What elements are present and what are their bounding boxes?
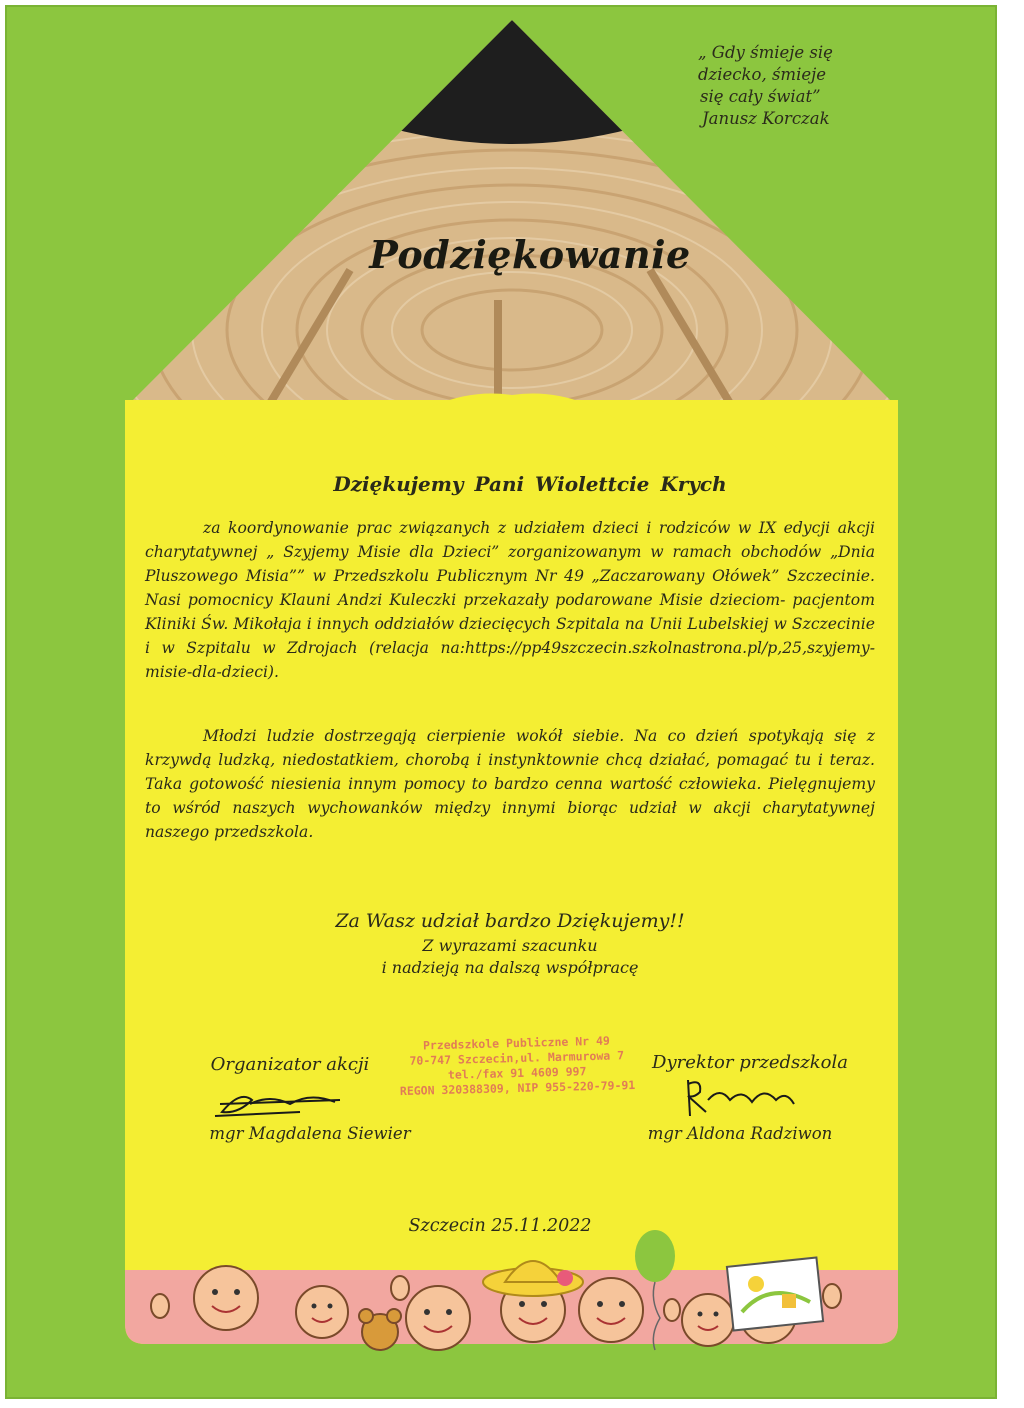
closing-regards: Z wyrazami szacunku bbox=[422, 936, 598, 955]
quote-author: Janusz Korczak bbox=[702, 109, 830, 128]
korczak-quote bbox=[660, 42, 860, 130]
stamp-line-2: 70-747 Szczecin,ul. Marmurowa 7 bbox=[409, 1048, 625, 1068]
closing-hope: i nadzieją na dalszą współpracę bbox=[381, 958, 639, 977]
closing-thanks: Za Wasz udział bardzo Dziękujemy!! bbox=[335, 910, 685, 932]
director-label: Dyrektor przedszkola bbox=[652, 1052, 848, 1073]
body-paragraph-2: Młodzi ludzie dostrzegają cierpienie wokół siebie. Na co dzień spotykają się z krzywdą ludzką, niedostatkiem, chorobą i instynktownie chcą działać, pomagać tu i teraz. Taka gotowość niesienia innym pomocy to bardzo cenna wartość człowieka. Pielęgnujemy to wśród naszych wychowanków między innymi biorąc udział w akcji charytatywnej naszego przedszkola. bbox=[145, 727, 875, 841]
quote-line-1: „ Gdy śmieje się bbox=[698, 43, 833, 62]
stamp-line-3: tel./fax 91 4609 997 bbox=[447, 1064, 587, 1082]
page-title: Podziękowanie bbox=[369, 232, 691, 277]
body-paragraph-1: za koordynowanie prac związanych z udziałem dzieci i rodziców w IX edycji akcji charytatywnej „ Szyjemy Misie dla Dzieci” zorganizowanym w ramach obchodów „Dnia Pluszowego Misia”” w Przedszkolu Publicznym Nr 49 „Zaczarowany Ołówek” Szczecinie. Nasi pomocnicy Klauni Andzi Kuleczki przekazały podarowane Misie dzieciom- pacjentom Kliniki Św. Mikołaja i innych oddziałów dziecięcych Szpitala na Unii Lubelskiej w Szczecinie i w Szpitalu w Zdrojach (relacja na:https://pp49szczecin.szkolnastrona.pl/p,25,szyjemy-misie-dla-dzieci). bbox=[145, 519, 875, 681]
date-place: Szczecin 25.11.2022 bbox=[408, 1216, 592, 1236]
organizer-label: Organizator akcji bbox=[210, 1054, 370, 1075]
stamp-line-4: REGON 320388309, NIP 955-220-79-91 bbox=[399, 1077, 636, 1099]
quote-line-3: się cały świat” bbox=[700, 87, 821, 106]
director-name: mgr Aldona Radziwon bbox=[647, 1124, 833, 1143]
drawing-paper-icon bbox=[727, 1257, 823, 1330]
school-stamp bbox=[391, 1033, 642, 1100]
quote-line-2: dziecko, śmieje bbox=[698, 65, 826, 84]
recipient-line: Dziękujemy Pani Wiolettcie Krych bbox=[333, 472, 727, 496]
organizer-name: mgr Magdalena Siewier bbox=[209, 1124, 411, 1143]
stamp-line-1: Przedszkole Publiczne Nr 49 bbox=[422, 1033, 611, 1053]
